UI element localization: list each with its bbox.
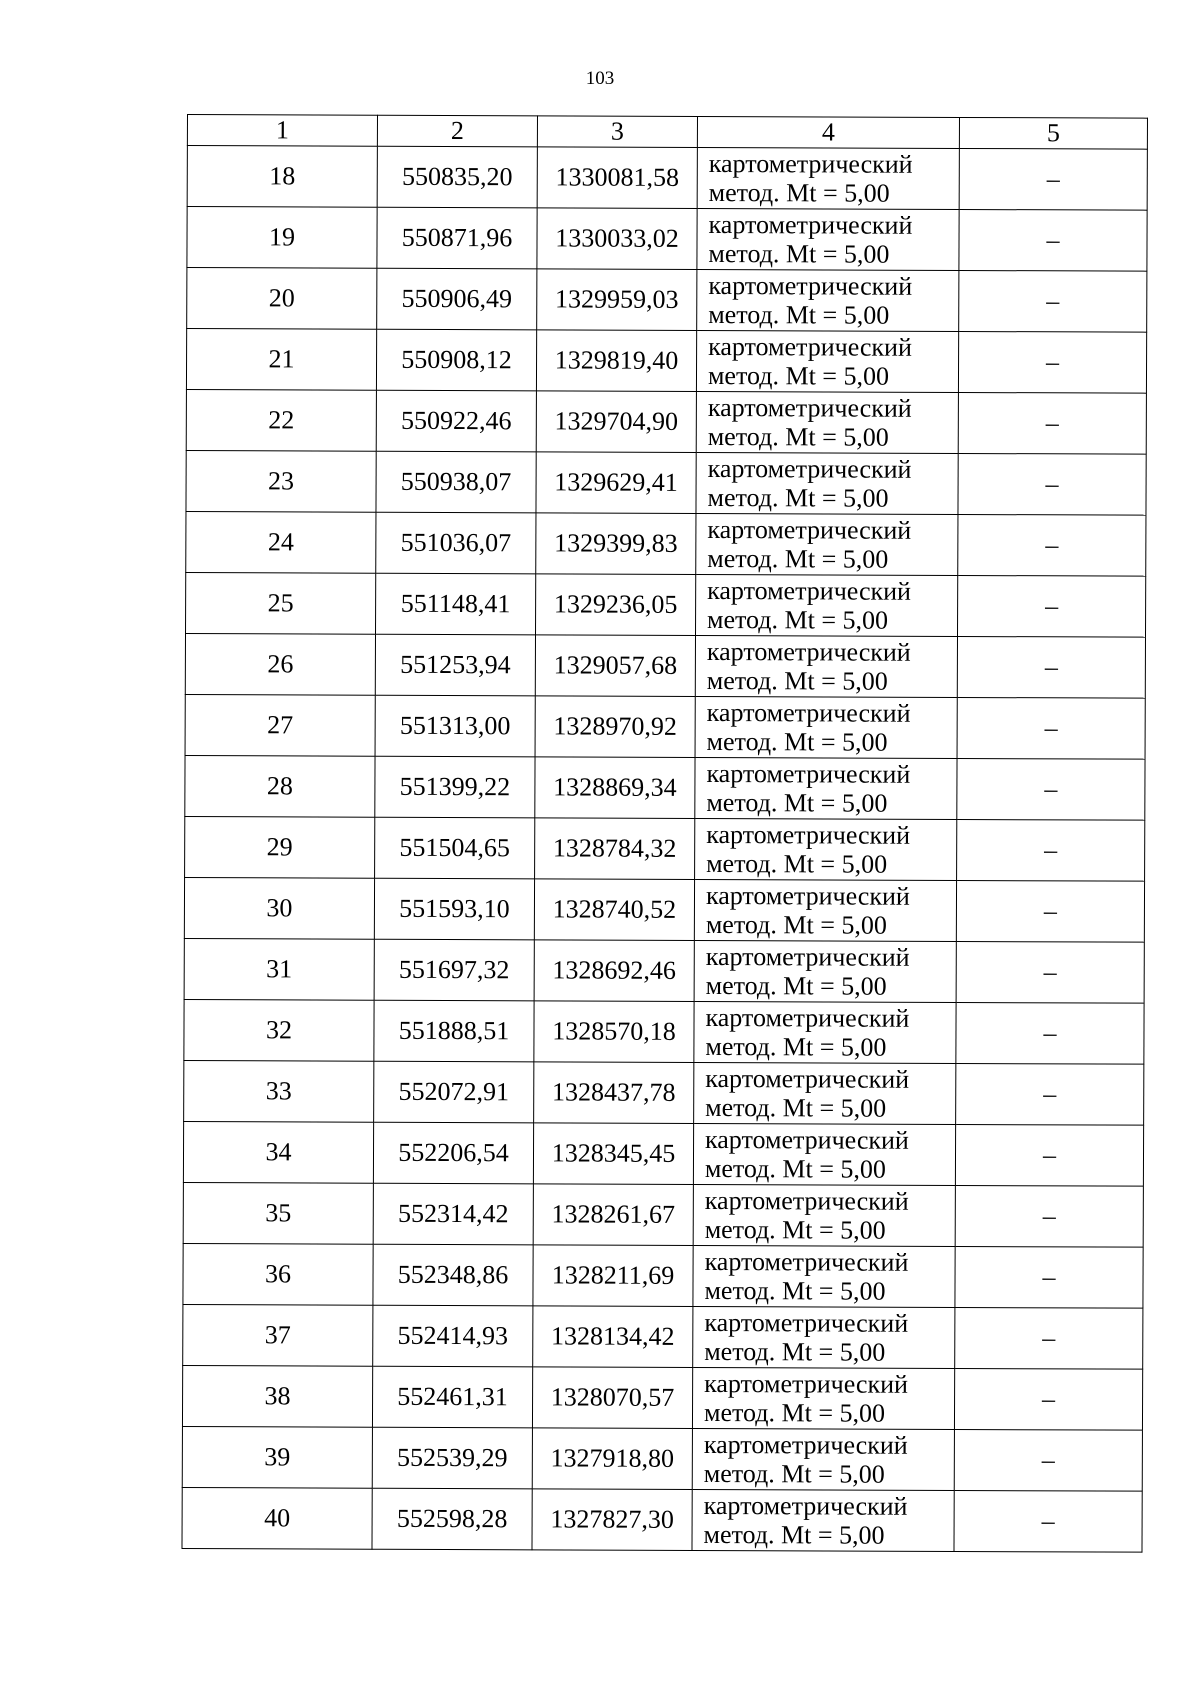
table-row	[184, 938, 1144, 1003]
method-cell	[692, 1428, 954, 1490]
method-line-1: картометрический	[708, 271, 913, 301]
coordinate-y-cell: 1330081,58	[537, 147, 697, 209]
coordinate-x-cell: 551593,10	[374, 878, 534, 940]
method-line-2: метод. Mt = 5,00	[705, 1092, 887, 1123]
method-line-2: метод. Mt = 5,00	[703, 1458, 885, 1489]
method-line-2: метод. Mt = 5,00	[706, 848, 888, 879]
point-number-cell: 26	[185, 633, 375, 695]
method-cell	[693, 1123, 955, 1185]
method-line-1: картометрический	[705, 1124, 909, 1155]
coordinate-y-cell: 1329819,40	[536, 330, 696, 392]
point-number-cell: 23	[186, 450, 376, 512]
coordinate-y-cell: 1329629,41	[536, 452, 696, 514]
table-row	[186, 511, 1146, 576]
coordinate-y-cell: 1329236,05	[536, 574, 696, 636]
dash-cell: –	[956, 941, 1144, 1003]
coordinate-x-cell: 552461,31	[372, 1366, 532, 1428]
page-number: 103	[585, 68, 615, 89]
table-row	[183, 1304, 1143, 1369]
dash-cell: –	[958, 331, 1146, 393]
method-line-2: метод. Mt = 5,00	[706, 726, 888, 757]
coordinate-x-cell: 551036,07	[376, 512, 536, 574]
point-number-cell: 37	[183, 1304, 373, 1366]
dash-cell: –	[954, 1490, 1142, 1552]
table-row	[185, 633, 1145, 698]
method-cell	[692, 1489, 954, 1551]
method-cell	[697, 208, 959, 270]
method-line-2: метод. Mt = 5,00	[703, 1397, 886, 1428]
method-cell	[696, 574, 958, 636]
point-number-cell: 39	[182, 1426, 372, 1488]
method-cell	[693, 1184, 955, 1246]
table-row	[186, 450, 1146, 515]
table-row	[182, 1365, 1142, 1430]
method-cell	[697, 147, 959, 209]
coordinate-y-cell: 1329399,83	[536, 513, 696, 575]
method-line-2: метод. Mt = 5,00	[704, 1153, 887, 1184]
method-line-2: метод. Mt = 5,00	[707, 361, 890, 391]
point-number-cell: 33	[184, 1060, 374, 1122]
coordinate-y-cell: 1328740,52	[534, 879, 694, 941]
coordinates-table-container	[181, 114, 1147, 1553]
table-row	[186, 329, 1146, 394]
point-number-cell: 32	[184, 999, 374, 1061]
method-line-2: метод. Mt = 5,00	[707, 544, 889, 574]
coordinates-table	[181, 114, 1148, 1553]
point-number-cell: 31	[184, 938, 374, 1000]
coordinate-y-cell: 1328970,92	[535, 696, 695, 758]
coordinate-y-cell: 1328869,34	[535, 757, 695, 819]
column-header-2: 2	[377, 115, 537, 147]
method-cell	[696, 513, 958, 575]
dash-cell: –	[955, 1124, 1143, 1186]
method-line-2: метод. Mt = 5,00	[708, 178, 890, 208]
point-number-cell: 22	[186, 389, 376, 451]
method-cell	[695, 635, 957, 697]
coordinate-x-cell: 550871,96	[377, 207, 537, 269]
method-cell	[696, 452, 958, 514]
table-row	[183, 1243, 1143, 1308]
coordinate-x-cell: 552348,86	[373, 1244, 533, 1306]
column-header-3: 3	[537, 116, 697, 148]
table-header	[187, 115, 1147, 150]
method-line-1: картометрический	[706, 758, 911, 789]
table-row	[186, 389, 1146, 454]
point-number-cell: 25	[186, 572, 376, 634]
table-body	[182, 146, 1147, 1553]
coordinate-x-cell: 551888,51	[374, 1000, 534, 1062]
dash-cell: –	[957, 697, 1145, 759]
method-cell	[693, 1306, 955, 1368]
method-line-1: картометрический	[703, 1429, 908, 1460]
table-row	[185, 816, 1145, 881]
coordinate-x-cell: 551399,22	[375, 756, 535, 818]
method-line-1: картометрический	[704, 1307, 909, 1338]
method-line-2: метод. Mt = 5,00	[704, 1275, 886, 1306]
method-cell	[696, 391, 958, 453]
table-row	[187, 268, 1147, 333]
coordinate-x-cell: 551253,94	[375, 634, 535, 696]
method-cell	[693, 1245, 955, 1307]
dash-cell: –	[957, 636, 1145, 698]
method-line-1: картометрический	[706, 698, 911, 728]
method-line-1: картометрический	[704, 1185, 909, 1216]
point-number-cell: 30	[184, 877, 374, 939]
coordinate-x-cell: 551148,41	[376, 573, 536, 635]
point-number-cell: 27	[185, 694, 375, 756]
point-number-cell: 36	[183, 1243, 373, 1305]
dash-cell: –	[955, 1307, 1143, 1369]
dash-cell: –	[958, 514, 1146, 576]
coordinate-x-cell: 551313,00	[375, 695, 535, 757]
coordinate-y-cell: 1329704,90	[536, 391, 696, 453]
method-line-1: картометрический	[705, 1002, 910, 1033]
point-number-cell: 38	[182, 1365, 372, 1427]
method-line-2: метод. Mt = 5,00	[704, 1214, 886, 1245]
method-line-2: метод. Mt = 5,00	[707, 605, 889, 635]
method-line-1: картометрический	[706, 819, 911, 850]
dash-cell: –	[957, 819, 1145, 881]
point-number-cell: 20	[187, 268, 377, 330]
point-number-cell: 34	[183, 1121, 373, 1183]
table-row	[183, 1121, 1143, 1186]
method-line-1: картометрический	[704, 1368, 908, 1399]
coordinate-x-cell: 552314,42	[373, 1183, 533, 1245]
coordinate-y-cell: 1328070,57	[532, 1367, 692, 1429]
table-row	[182, 1487, 1142, 1552]
table-row	[184, 1060, 1144, 1125]
table-row	[184, 877, 1144, 942]
coordinate-x-cell: 550922,46	[376, 390, 536, 452]
dash-cell: –	[956, 1063, 1144, 1125]
point-number-cell: 19	[187, 207, 377, 269]
method-cell	[697, 269, 959, 331]
dash-cell: –	[959, 270, 1147, 332]
method-line-1: картометрический	[708, 332, 912, 362]
method-line-1: картометрический	[707, 515, 912, 545]
dash-cell: –	[959, 148, 1147, 210]
coordinate-x-cell: 552072,91	[374, 1061, 534, 1123]
coordinate-y-cell: 1328134,42	[533, 1306, 693, 1368]
point-number-cell: 18	[187, 146, 377, 208]
method-line-1: картометрический	[706, 637, 911, 667]
point-number-cell: 35	[183, 1182, 373, 1244]
table-row	[184, 999, 1144, 1064]
method-line-1: картометрический	[705, 880, 910, 911]
coordinate-y-cell: 1329057,68	[535, 635, 695, 697]
table-row	[183, 1182, 1143, 1247]
method-cell	[694, 1062, 956, 1124]
table-row	[186, 572, 1146, 637]
method-line-1: картометрический	[708, 210, 913, 240]
method-line-1: картометрический	[705, 941, 910, 972]
method-line-1: картометрический	[707, 393, 912, 423]
method-cell	[695, 696, 957, 758]
column-header-5: 5	[959, 117, 1147, 149]
dash-cell: –	[956, 1002, 1144, 1064]
method-cell	[695, 757, 957, 819]
table-row	[185, 755, 1145, 820]
coordinate-y-cell: 1327827,30	[532, 1489, 692, 1551]
dash-cell: –	[955, 1246, 1143, 1308]
table-row	[182, 1426, 1142, 1491]
dash-cell: –	[954, 1429, 1142, 1491]
method-cell	[694, 1001, 956, 1063]
coordinate-y-cell: 1328784,32	[535, 818, 695, 880]
method-line-1: картометрический	[704, 1246, 909, 1277]
method-line-1: картометрический	[707, 576, 912, 606]
point-number-cell: 21	[186, 329, 376, 391]
dash-cell: –	[958, 453, 1146, 515]
point-number-cell: 28	[185, 755, 375, 817]
dash-cell: –	[955, 1185, 1143, 1247]
point-number-cell: 24	[186, 511, 376, 573]
method-cell	[694, 940, 956, 1002]
column-header-1: 1	[187, 115, 377, 147]
coordinate-x-cell: 550835,20	[377, 146, 537, 208]
coordinate-y-cell: 1330033,02	[537, 208, 697, 270]
coordinate-x-cell: 550908,12	[376, 329, 536, 391]
coordinate-y-cell: 1328345,45	[533, 1123, 693, 1185]
coordinate-x-cell: 550938,07	[376, 451, 536, 513]
coordinate-y-cell: 1328437,78	[534, 1062, 694, 1124]
method-line-2: метод. Mt = 5,00	[705, 970, 887, 1001]
method-cell	[692, 1367, 954, 1429]
coordinate-x-cell: 552414,93	[373, 1305, 533, 1367]
dash-cell: –	[956, 880, 1144, 942]
method-line-2: метод. Mt = 5,00	[707, 422, 889, 452]
dash-cell: –	[958, 392, 1146, 454]
table-row	[185, 694, 1145, 759]
method-line-2: метод. Mt = 5,00	[705, 1031, 887, 1062]
table-row	[187, 146, 1147, 211]
dash-cell: –	[954, 1368, 1142, 1430]
table-row	[187, 207, 1147, 272]
coordinate-y-cell: 1328261,67	[533, 1184, 693, 1246]
method-line-1: картометрический	[708, 149, 913, 179]
dash-cell: –	[957, 758, 1145, 820]
coordinate-x-cell: 552206,54	[373, 1122, 533, 1184]
method-line-2: метод. Mt = 5,00	[706, 666, 888, 696]
method-line-2: метод. Mt = 5,00	[704, 1336, 886, 1367]
dash-cell: –	[957, 575, 1145, 637]
column-header-4: 4	[697, 116, 959, 148]
method-line-1: картометрический	[705, 1063, 910, 1094]
coordinate-x-cell: 551697,32	[374, 939, 534, 1001]
method-line-2: метод. Mt = 5,00	[706, 787, 888, 818]
method-line-2: метод. Mt = 5,00	[705, 909, 887, 940]
method-cell	[696, 330, 958, 392]
method-line-2: метод. Mt = 5,00	[703, 1519, 885, 1550]
coordinate-y-cell: 1327918,80	[532, 1428, 692, 1490]
method-line-1: картометрический	[703, 1490, 908, 1521]
method-line-2: метод. Mt = 5,00	[707, 483, 889, 513]
method-line-2: метод. Mt = 5,00	[708, 300, 890, 330]
coordinate-y-cell: 1328570,18	[534, 1001, 694, 1063]
method-line-1: картометрический	[707, 454, 912, 484]
method-cell	[694, 879, 956, 941]
coordinate-y-cell: 1328692,46	[534, 940, 694, 1002]
coordinate-y-cell: 1328211,69	[533, 1245, 693, 1307]
coordinate-x-cell: 550906,49	[377, 268, 537, 330]
coordinate-x-cell: 551504,65	[375, 817, 535, 879]
point-number-cell: 40	[182, 1487, 372, 1549]
dash-cell: –	[959, 209, 1147, 271]
coordinate-x-cell: 552598,28	[372, 1488, 532, 1550]
coordinate-x-cell: 552539,29	[372, 1427, 532, 1489]
method-line-2: метод. Mt = 5,00	[708, 239, 890, 269]
coordinate-y-cell: 1329959,03	[537, 269, 697, 331]
method-cell	[695, 818, 957, 880]
header-row	[187, 115, 1147, 150]
point-number-cell: 29	[185, 816, 375, 878]
